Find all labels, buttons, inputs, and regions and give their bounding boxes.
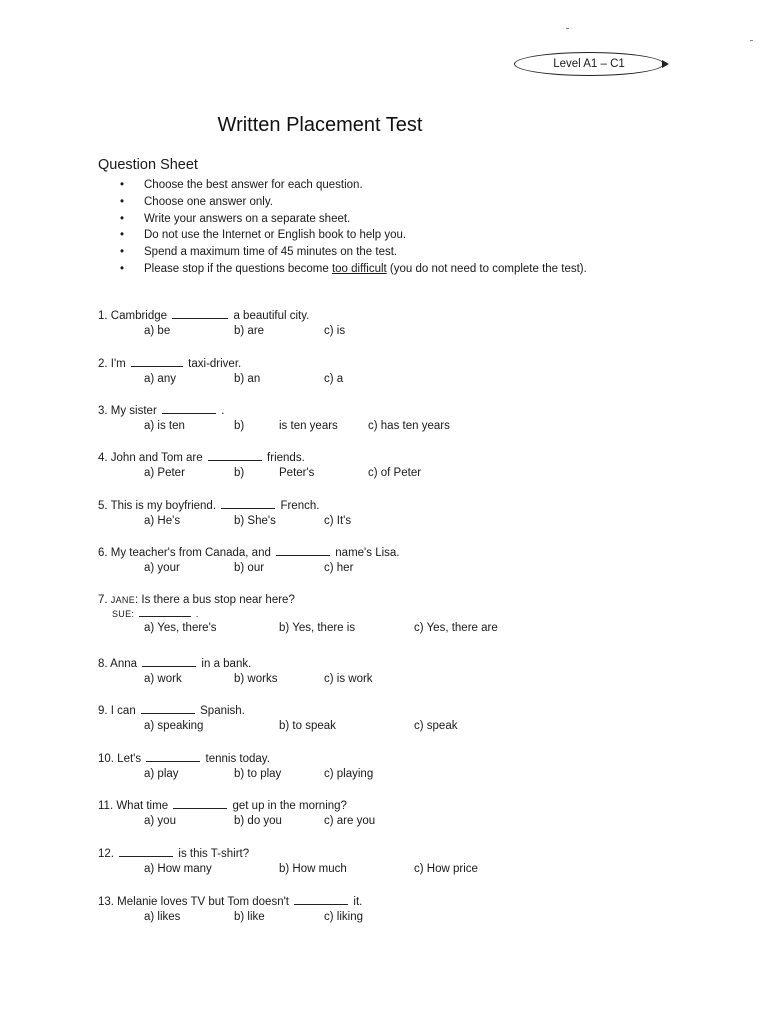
question-stem: 13. Melanie loves TV but Tom doesn't <box>98 896 289 908</box>
instruction-item <box>120 261 587 278</box>
option-c: c) of Peter <box>368 467 422 479</box>
underlined-text: too difficult <box>331 262 387 275</box>
section-heading: Question Sheet <box>98 157 198 173</box>
question-stem: taxi-driver. <box>188 358 242 370</box>
instruction-text: Please stop if the questions become <box>144 262 332 275</box>
level-badge-label: Level A1 – C1 <box>553 58 625 70</box>
option-a: a) likes <box>144 911 181 923</box>
instruction-item: • Spend a maximum time of 45 minutes on the test. <box>120 244 587 261</box>
question-1 <box>98 307 346 339</box>
option-a: a) you <box>144 815 176 827</box>
option-b-text: Peter's <box>279 467 315 479</box>
question-stem: 6. My teacher's from Canada, and <box>98 547 271 559</box>
question-stem: 1. Cambridge <box>98 310 168 322</box>
question-stem: it. <box>353 896 363 908</box>
option-b: b) to speak <box>279 720 336 732</box>
option-c: c) is work <box>324 673 373 685</box>
question-stem: 2. I'm <box>98 358 126 370</box>
answer-blank <box>131 355 183 367</box>
question-stem: 10. Let's <box>98 753 142 765</box>
question-stem: name's Lisa. <box>335 547 400 559</box>
option-a: a) How many <box>144 863 212 875</box>
question-stem: friends. <box>267 452 305 464</box>
answer-blank <box>294 893 348 905</box>
option-b: b) an <box>234 373 261 385</box>
option-a: a) your <box>144 562 180 574</box>
option-b: b) our <box>234 562 265 574</box>
option-c: c) Yes, there are <box>414 622 498 634</box>
question-stem: is this T-shirt? <box>178 848 250 860</box>
instruction-item: • Choose the best answer for each question. <box>120 177 587 194</box>
option-a: a) Peter <box>144 467 185 479</box>
instruction-item: • Choose one answer only. <box>120 194 587 211</box>
question-number: 7. <box>98 594 108 606</box>
option-b: b) like <box>234 911 265 923</box>
option-c: c) It's <box>324 515 352 527</box>
option-c: c) is <box>324 325 346 337</box>
option-a: a) be <box>144 325 171 337</box>
question-stem: 3. My sister <box>98 405 157 417</box>
question-13 <box>98 893 362 925</box>
speaker-label: JANE <box>110 595 136 605</box>
option-b: b) works <box>234 673 278 685</box>
option-b: b) <box>234 420 245 432</box>
answer-blank <box>173 797 227 809</box>
option-a: a) He's <box>144 515 181 527</box>
speaker-colon: : <box>131 609 135 619</box>
option-b-text: is ten years <box>279 420 338 432</box>
question-stem: 11. What time <box>98 800 169 812</box>
instructions-list <box>120 177 587 278</box>
question-11 <box>98 797 376 829</box>
option-c: c) speak <box>414 720 458 732</box>
answer-blank <box>276 544 330 556</box>
question-stem: . <box>221 405 225 417</box>
page-title: Written Placement Test <box>217 114 423 136</box>
option-c: c) her <box>324 562 354 574</box>
option-b: b) do you <box>234 815 282 827</box>
answer-blank <box>221 497 275 509</box>
option-a: a) work <box>144 673 182 685</box>
answer-blank <box>142 655 196 667</box>
option-b: b) to play <box>234 768 282 780</box>
question-stem: 8. Anna <box>98 658 138 670</box>
question-stem: 4. John and Tom are <box>98 452 203 464</box>
question-stem: 12. <box>98 848 114 860</box>
option-b: b) She's <box>234 515 276 527</box>
instruction-item: • Do not use the Internet or English book to help you. <box>120 227 587 244</box>
option-c: c) a <box>324 373 344 385</box>
question-stem: in a bank. <box>201 658 252 670</box>
answer-blank <box>139 608 191 617</box>
answer-blank <box>208 449 262 461</box>
question-7 <box>98 592 498 636</box>
dialogue-line: : Is there a bus stop near here? <box>135 594 295 606</box>
question-8 <box>98 655 373 687</box>
option-a: a) play <box>144 768 179 780</box>
question-2 <box>98 355 344 387</box>
instruction-item: • Write your answers on a separate sheet. <box>120 211 587 228</box>
option-b: b) are <box>234 325 265 337</box>
question-stem: French. <box>280 500 320 512</box>
question-stem: tennis today. <box>205 753 270 765</box>
option-c: c) has ten years <box>368 420 450 432</box>
option-b: b) How much <box>279 863 347 875</box>
instruction-text: (you do not need to complete the test). <box>386 262 587 275</box>
answer-blank <box>146 750 200 762</box>
option-c: c) liking <box>324 911 363 923</box>
answer-blank <box>119 845 173 857</box>
question-stem: get up in the morning? <box>232 800 347 812</box>
answer-blank <box>162 402 216 414</box>
level-badge <box>514 52 664 76</box>
question-6 <box>98 544 399 576</box>
question-stem: a beautiful city. <box>233 310 310 322</box>
option-a: a) is ten <box>144 420 185 432</box>
option-b: b) Yes, there is <box>279 622 356 634</box>
scan-speck <box>566 28 569 29</box>
answer-blank <box>172 307 228 319</box>
question-10 <box>98 750 374 782</box>
question-4 <box>98 449 422 481</box>
question-stem: Spanish. <box>200 705 245 717</box>
option-a: a) speaking <box>144 720 204 732</box>
option-c: c) How price <box>414 863 478 875</box>
option-c: c) are you <box>324 815 376 827</box>
question-12 <box>98 845 478 877</box>
option-a: a) Yes, there's <box>144 622 217 634</box>
question-9 <box>98 702 458 734</box>
option-c: c) playing <box>324 768 374 780</box>
question-5 <box>98 497 352 529</box>
badge-pointer <box>662 60 669 68</box>
option-b: b) <box>234 467 245 479</box>
question-stem: 9. I can <box>98 705 136 717</box>
question-end-dot: . <box>195 609 199 619</box>
option-a: a) any <box>144 373 176 385</box>
question-3 <box>98 402 450 434</box>
speaker-label: SUE <box>112 609 132 619</box>
scan-speck <box>750 40 753 41</box>
question-stem: 5. This is my boyfriend. <box>98 500 217 512</box>
answer-blank <box>141 702 195 714</box>
